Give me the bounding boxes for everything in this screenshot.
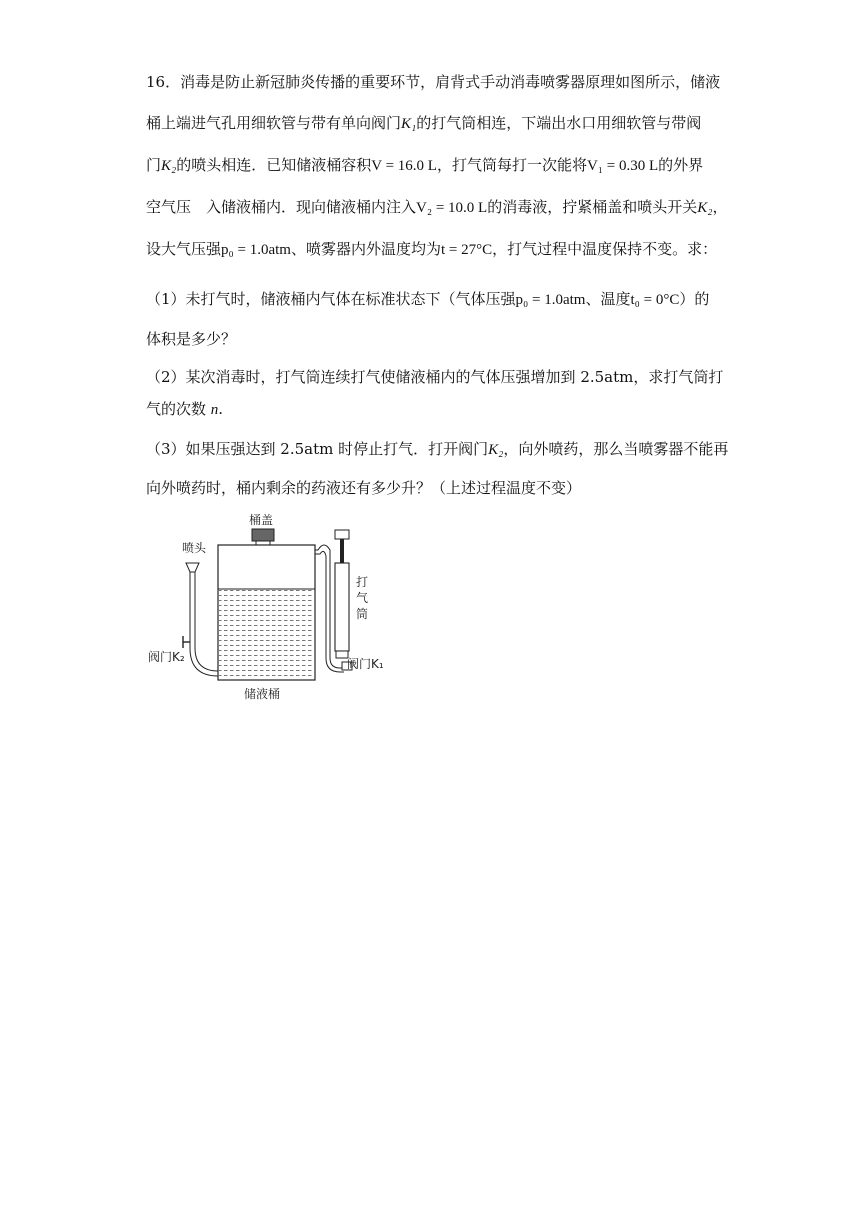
question-line-3 bbox=[146, 155, 703, 176]
text: 门 bbox=[146, 156, 162, 174]
valve-k1-symbol: K₁ bbox=[401, 116, 417, 132]
text: 桶上端进气孔用细软管与带有单向阀门 bbox=[146, 114, 402, 132]
question-line-2 bbox=[146, 113, 701, 134]
lid-shape bbox=[252, 529, 274, 541]
question-line-4 bbox=[146, 197, 727, 218]
text: 的外界 bbox=[658, 156, 704, 174]
nozzle-tube-outer bbox=[195, 570, 218, 671]
pump-label-2: 气 bbox=[356, 591, 369, 605]
text: 空气压 入储液桶内．现向储液桶内注入 bbox=[146, 198, 417, 216]
part-3-line-1 bbox=[146, 439, 728, 460]
text: 体积是多少？ bbox=[146, 330, 237, 348]
formula-p0: p₀ = 1.0atm bbox=[515, 292, 586, 308]
text: 的喷头相连．已知储液桶容积 bbox=[176, 156, 372, 174]
pump-label-3: 筒 bbox=[356, 607, 369, 621]
pump-label-1: 打 bbox=[356, 575, 369, 589]
text: ）的 bbox=[679, 290, 710, 308]
valve-k2-symbol: K₂ bbox=[488, 442, 504, 458]
sprayer-diagram-svg bbox=[146, 508, 396, 704]
valve-k1-label: 阀门K₁ bbox=[347, 657, 384, 671]
text: 16．消毒是防止新冠肺炎传播的重要环节，肩背式手动消毒喷雾器原理如图所示，储液 bbox=[146, 73, 721, 91]
text: ，打气过程中温度保持不变。求： bbox=[492, 240, 718, 258]
text: 向外喷药时，桶内剩余的药液还有多少升？（上述过程温度不变） bbox=[146, 479, 582, 497]
valve-k2-label: 阀门K₂ bbox=[148, 650, 185, 664]
pump-cylinder bbox=[335, 563, 349, 651]
question-line-1 bbox=[146, 72, 720, 92]
text: （2）某次消毒时，打气筒连续打气使储液桶内的气体压强增加到 2.5atm，求打气筒打 bbox=[146, 368, 724, 386]
variable-n: n bbox=[210, 402, 219, 418]
part-2-line-1 bbox=[146, 367, 723, 387]
part-1-line-2 bbox=[146, 329, 236, 349]
formula-p0: p₀ = 1.0atm bbox=[221, 242, 291, 258]
text: 设大气压强 bbox=[146, 240, 222, 258]
text: ， bbox=[712, 198, 728, 216]
sprayer-diagram bbox=[146, 508, 396, 704]
nozzle-tube-inner bbox=[190, 570, 218, 676]
text: 的打气筒相连，下端出水口用细软管与带阀 bbox=[416, 114, 702, 132]
valve-k2-symbol: K₂ bbox=[697, 200, 713, 216]
formula-t: t = 27°C bbox=[440, 242, 493, 258]
formula-v: V = 16.0 L bbox=[371, 158, 437, 174]
text: . bbox=[218, 400, 224, 418]
text: 、喷雾器内外温度均为 bbox=[290, 240, 441, 258]
part-2-line-2 bbox=[146, 399, 223, 420]
text: （1）未打气时，储液桶内气体在标准状态下（气体压强 bbox=[146, 290, 516, 308]
text: 、温度 bbox=[585, 290, 631, 308]
formula-v1: V₁ = 0.30 L bbox=[586, 158, 659, 174]
part-1-line-1 bbox=[146, 289, 709, 310]
part-3-line-2 bbox=[146, 478, 581, 498]
text: （3）如果压强达到 2.5atm 时停止打气．打开阀门 bbox=[146, 440, 489, 458]
formula-t0: t₀ = 0°C bbox=[630, 292, 680, 308]
tank-label: 储液桶 bbox=[244, 687, 281, 701]
lid-label: 桶盖 bbox=[249, 513, 274, 527]
nozzle-head bbox=[186, 563, 199, 572]
text: ，向外喷药，那么当喷雾器不能再 bbox=[503, 440, 729, 458]
liquid-shape bbox=[219, 589, 314, 679]
valve-k2-symbol: K₂ bbox=[161, 158, 177, 174]
formula-v2: V₂ = 10.0 L bbox=[416, 200, 488, 216]
pump-handle bbox=[335, 530, 349, 539]
nozzle-label: 喷头 bbox=[182, 541, 207, 555]
text: 的消毒液，拧紧桶盖和喷头开关 bbox=[487, 198, 698, 216]
question-line-5 bbox=[146, 239, 717, 260]
text: ，打气筒每打一次能将 bbox=[436, 156, 587, 174]
text: 气的次数 bbox=[146, 400, 207, 418]
